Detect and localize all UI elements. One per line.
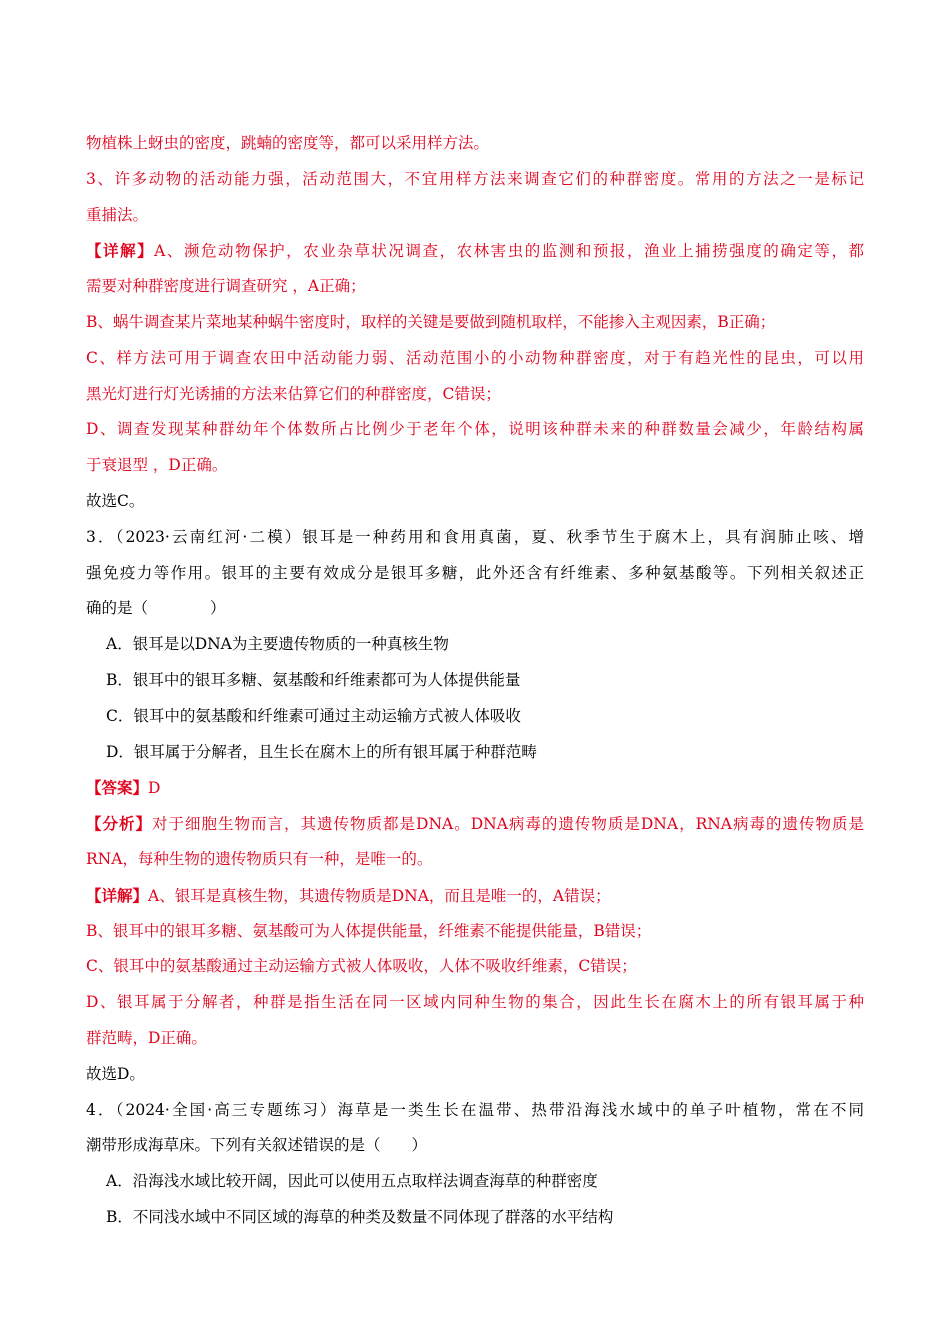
line-text: 重捕法。: [86, 205, 149, 224]
text-line: [86, 233, 864, 269]
text-line: [86, 126, 864, 162]
text-line: [86, 1021, 864, 1057]
line-text: D．银耳属于分解者，且生长在腐木上的所有银耳属于种群范畴: [106, 742, 537, 761]
line-text: 3．（2023·云南红河·二模）银耳是一种药用和食用真菌，夏、秋季节生于腐木上，具有润肺止咳、增: [86, 527, 864, 546]
line-text: 群范畴，D正确。: [86, 1028, 207, 1047]
option-line: [86, 1164, 864, 1200]
text-line: [86, 1093, 864, 1129]
line-text: 故选C。: [86, 491, 145, 510]
line-text: B．不同浅水域中不同区域的海草的种类及数量不同体现了群落的水平结构: [106, 1207, 614, 1226]
text-line: [86, 269, 864, 305]
line-text: 黑光灯进行灯光诱捕的方法来估算它们的种群密度，C错误；: [86, 384, 501, 403]
text-line: [86, 412, 864, 448]
section-tag: 【分析】: [86, 814, 153, 834]
line-text: 需要对种群密度进行调查研究 ，A正确；: [86, 277, 366, 296]
line-text: 于衰退型 ，D正确。: [86, 456, 228, 475]
text-line: [86, 484, 864, 520]
line-text: B、蜗牛调查某片菜地某种蜗牛密度时，取样的关键是要做到随机取样，不能掺入主观因素，B正确；: [86, 312, 776, 331]
line-text: 强免疫力等作用。银耳的主要有效成分是银耳多糖，此外还含有纤维素、多种氨基酸等。下列相关叙述正: [86, 563, 864, 582]
line-text: D、银耳属于分解者，种群是指生活在同一区域内同种生物的集合，因此生长在腐木上的所有银耳属于种: [86, 993, 864, 1012]
line-text: 物植株上蚜虫的密度，跳蝻的密度等，都可以采用样方法。: [86, 134, 490, 152]
line-text: 潮带形成海草床。下列有关叙述错误的是（ ）: [86, 1136, 428, 1155]
line-text: 确的是（ ）: [86, 599, 226, 618]
option-line: [86, 627, 864, 663]
section-tag: 【详解】: [86, 241, 155, 261]
text-line: [86, 1057, 864, 1093]
section-tag: 【答案】: [86, 778, 149, 798]
line-text: RNA，每种生物的遗传物质只有一种，是唯一的。: [86, 849, 433, 868]
option-line: [86, 663, 864, 699]
option-line: [86, 1200, 864, 1236]
document-body: [86, 126, 864, 1236]
text-line: [86, 162, 864, 198]
option-line: [86, 735, 864, 771]
text-line: [86, 878, 864, 914]
text-line: [86, 556, 864, 592]
text-line: [86, 985, 864, 1021]
text-line: [86, 842, 864, 878]
text-line: [86, 448, 864, 484]
text-line: [86, 914, 864, 950]
text-line: [86, 377, 864, 413]
line-text: A、银耳是真核生物，其遗传物质是DNA，而且是唯一的，A错误；: [148, 886, 611, 905]
line-text: A．银耳是以DNA为主要遗传物质的一种真核生物: [106, 635, 449, 654]
text-line: [86, 305, 864, 341]
line-text: 4．（2024·全国·高三专题练习）海草是一类生长在温带、热带沿海浅水域中的单子叶植物，常在不同: [86, 1100, 864, 1119]
option-line: [86, 699, 864, 735]
line-text: 3、许多动物的活动能力强，活动范围大，不宜用样方法来调查它们的种群密度。常用的方法之一是标记: [86, 169, 864, 188]
line-text: C、样方法可用于调查农田中活动能力弱、活动范围小的小动物种群密度，对于有趋光性的昆虫，可以用: [86, 348, 864, 367]
line-text: A．沿海浅水域比较开阔，因此可以使用五点取样法调查海草的种群密度: [106, 1172, 598, 1191]
line-text: 对于细胞生物而言，其遗传物质都是DNA。DNA病毒的遗传物质是DNA，RNA病毒的遗传物质是: [152, 815, 864, 834]
line-text: A、濒危动物保护，农业杂草状况调查，农林害虫的监测和预报，渔业上捕捞强度的确定等，都: [154, 242, 864, 261]
text-line: [86, 520, 864, 556]
text-line: [86, 1128, 864, 1164]
line-text: B、银耳中的银耳多糖、氨基酸可为人体提供能量，纤维素不能提供能量，B错误；: [86, 921, 652, 940]
line-text: D: [148, 779, 161, 798]
text-line: [86, 806, 864, 842]
line-text: C、银耳中的氨基酸通过主动运输方式被人体吸收，人体不吸收纤维素，C错误；: [86, 957, 637, 976]
line-text: 故选D。: [86, 1064, 145, 1083]
section-tag: 【详解】: [86, 885, 149, 905]
line-text: B．银耳中的银耳多糖、氨基酸和纤维素都可为人体提供能量: [106, 670, 521, 689]
line-text: D、调查发现某种群幼年个体数所占比例少于老年个体，说明该种群未来的种群数量会减少，年龄结构属: [86, 420, 864, 439]
text-line: [86, 198, 864, 234]
text-line: [86, 591, 864, 627]
text-line: [86, 949, 864, 985]
text-line: [86, 341, 864, 377]
line-text: C．银耳中的氨基酸和纤维素可通过主动运输方式被人体吸收: [106, 706, 521, 725]
text-line: [86, 770, 864, 806]
